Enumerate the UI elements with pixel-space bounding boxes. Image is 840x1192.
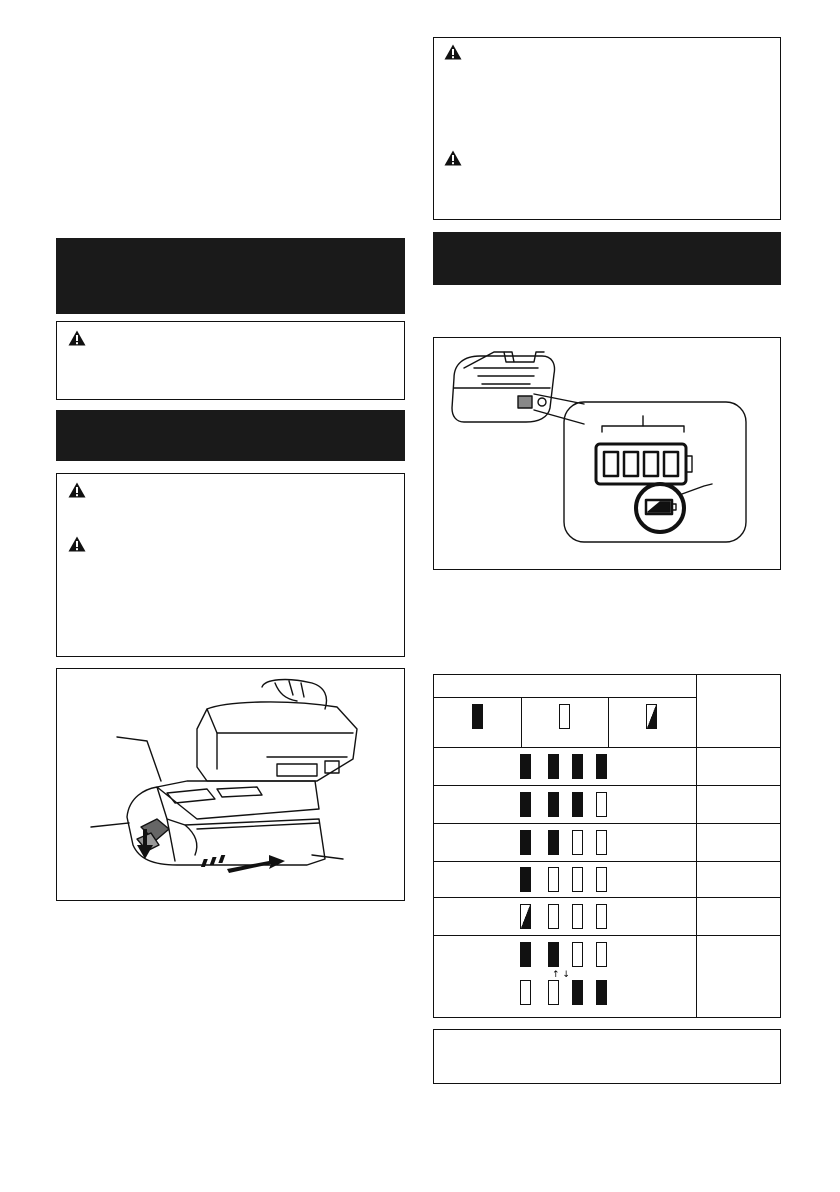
legend-lit-lamp — [472, 704, 483, 729]
note-box — [433, 1029, 781, 1084]
lamp-row-7-cell-3 — [572, 980, 583, 1005]
lamp-row-5-cell-1 — [520, 904, 531, 929]
lamp-row-6-cell-3 — [572, 942, 583, 967]
alternation-arrows: ↑ ↓ — [552, 970, 570, 980]
battery-indicator-illustration — [434, 338, 780, 569]
lamp-row-2-cell-4 — [596, 792, 607, 817]
lamp-row-5-cell-4 — [596, 904, 607, 929]
warning-box-2 — [56, 473, 405, 657]
lamp-row-2-cell-2 — [548, 792, 559, 817]
warning-triangle-icon — [444, 44, 462, 60]
warning-triangle-icon — [68, 482, 86, 498]
section-heading-bar-3 — [433, 232, 781, 285]
warning-box-1 — [56, 321, 405, 400]
battery-indicator-figure — [433, 337, 781, 570]
lamp-row-1-cell-4 — [596, 754, 607, 779]
warning-box-3 — [433, 37, 781, 220]
lamp-row-3-cell-4 — [596, 830, 607, 855]
lamp-row-1-cell-2 — [548, 754, 559, 779]
lamp-row-6-cell-2 — [548, 942, 559, 967]
legend-blinking-lamp — [646, 704, 657, 729]
lamp-row-3-cell-2 — [548, 830, 559, 855]
lamp-row-7-cell-4 — [596, 980, 607, 1005]
warning-triangle-icon — [68, 536, 86, 552]
lamp-row-3-cell-3 — [572, 830, 583, 855]
indicator-lamp-table — [433, 674, 781, 1018]
lamp-row-2-cell-1 — [520, 792, 531, 817]
lamp-row-5-cell-2 — [548, 904, 559, 929]
tool-and-battery-illustration — [57, 669, 404, 900]
lamp-row-4-cell-3 — [572, 867, 583, 892]
lamp-row-5-cell-3 — [572, 904, 583, 929]
lamp-row-4-cell-1 — [520, 867, 531, 892]
lamp-row-4-cell-2 — [548, 867, 559, 892]
battery-removal-figure — [56, 668, 405, 901]
lamp-row-7-cell-2 — [548, 980, 559, 1005]
lamp-row-1-cell-3 — [572, 754, 583, 779]
section-heading-bar-1 — [56, 238, 405, 314]
section-heading-bar-2 — [56, 410, 405, 461]
legend-off-lamp — [559, 704, 570, 729]
lamp-row-6-cell-1 — [520, 942, 531, 967]
warning-triangle-icon — [444, 150, 462, 166]
lamp-row-6-cell-4 — [596, 942, 607, 967]
lamp-row-4-cell-4 — [596, 867, 607, 892]
warning-triangle-icon — [68, 330, 86, 346]
lamp-row-2-cell-3 — [572, 792, 583, 817]
lamp-row-1-cell-1 — [520, 754, 531, 779]
lamp-row-7-cell-1 — [520, 980, 531, 1005]
lamp-row-3-cell-1 — [520, 830, 531, 855]
